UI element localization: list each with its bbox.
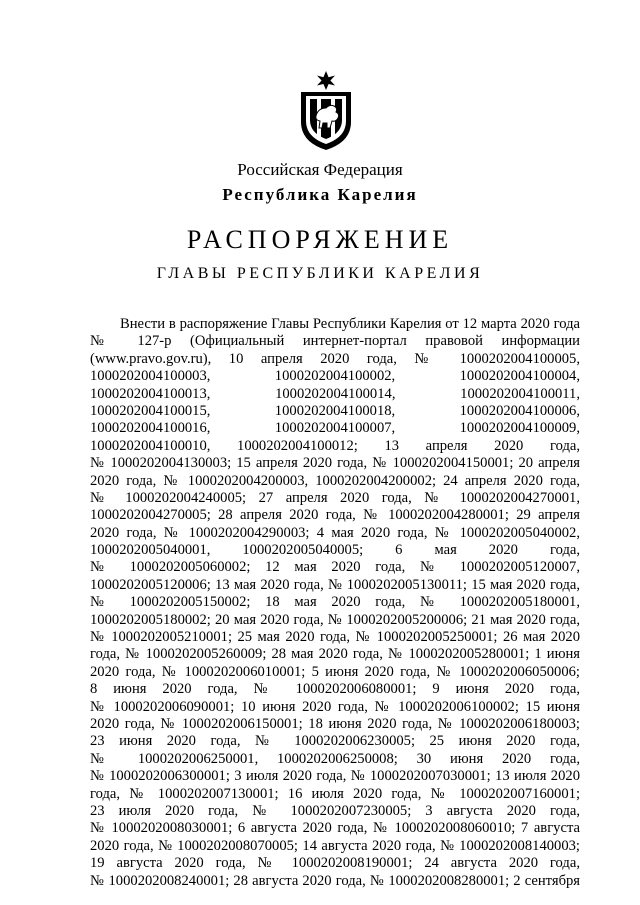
body-line: 1000202005040001, 1000202005040005; 6 мая 2020 года, — [90, 542, 580, 559]
body-line: № 127-р (Официальный интернет-портал правовой информации — [90, 333, 580, 350]
document-body — [90, 316, 580, 890]
document-type-title: РАСПОРЯЖЕНИЕ — [186, 225, 454, 254]
body-line: 1000202004100016, 1000202004100007, 1000202004100009, — [90, 420, 580, 437]
body-line: № 1000202004130003; 15 апреля 2020 года, № 1000202004150001; 20 апреля — [90, 455, 580, 472]
body-line: № 1000202005210001; 25 мая 2020 года, № 1000202005250001; 26 мая 2020 — [90, 629, 580, 646]
body-line: № 1000202008030001; 6 августа 2020 года, № 1000202008060010; 7 августа — [90, 820, 580, 837]
body-line: 2020 года, № 1000202006010001; 5 июня 2020 года, № 1000202006050006; — [90, 663, 580, 680]
body-line: 8 июня 2020 года, № 1000202006080001; 9 июня 2020 года, — [90, 681, 580, 698]
body-line: 2020 года, № 1000202008070005; 14 августа 2020 года, № 1000202008140003; — [90, 837, 580, 854]
body-line: 23 июля 2020 года, № 1000202007230005; 3 августа 2020 года, — [90, 802, 580, 819]
karelia-coat-of-arms-icon — [296, 70, 356, 152]
body-line: № 1000202006250001, 1000202006250008; 30 июня 2020 года, — [90, 750, 580, 767]
republic-name: Республика Карелия — [222, 185, 418, 204]
body-line: 1000202005120006; 13 мая 2020 года, № 1000202005130011; 15 мая 2020 года, — [90, 576, 580, 593]
body-line: года, № 1000202005260009; 28 мая 2020 года, № 1000202005280001; 1 июня — [90, 646, 580, 663]
body-line: 19 августа 2020 года, № 1000202008190001; 24 августа 2020 года, — [90, 855, 580, 872]
body-line: 2020 года, № 1000202004200003, 1000202004200002; 24 апреля 2020 года, — [90, 472, 580, 489]
body-line: 1000202005180002; 20 мая 2020 года, № 1000202005200006; 21 мая 2020 года, — [90, 611, 580, 628]
body-line: 1000202004100010, 1000202004100012; 13 апреля 2020 года, — [90, 437, 580, 454]
body-line: № 1000202008240001; 28 августа 2020 года, № 1000202008280001; 2 сентября — [90, 872, 580, 889]
body-line: № 1000202005060002; 12 мая 2020 года, № 1000202005120007, — [90, 559, 580, 576]
issuing-authority: ГЛАВЫ РЕСПУБЛИКИ КАРЕЛИЯ — [156, 265, 484, 282]
body-line: 1000202004100015, 1000202004100018, 1000202004100006, — [90, 402, 580, 419]
country-name: Российская Федерация — [237, 160, 403, 179]
body-line: года, № 1000202007130001; 16 июля 2020 года, № 1000202007160001; — [90, 785, 580, 802]
body-line: 1000202004270005; 28 апреля 2020 года, № 1000202004280001; 29 апреля — [90, 507, 580, 524]
body-line: № 1000202004240005; 27 апреля 2020 года, № 1000202004270001, — [90, 489, 580, 506]
body-line: (www.pravo.gov.ru), 10 апреля 2020 года, № 1000202004100005, — [90, 350, 580, 367]
body-line: 23 июня 2020 года, № 1000202006230005; 25 июня 2020 года, — [90, 733, 580, 750]
body-line: № 1000202006090001; 10 июня 2020 года, № 1000202006100002; 15 июня — [90, 698, 580, 715]
body-line: № 1000202006300001; 3 июля 2020 года, № 1000202007030001; 13 июля 2020 — [90, 768, 580, 785]
body-line: 1000202004100003, 1000202004100002, 1000202004100004, — [90, 368, 580, 385]
body-line: 1000202004100013, 1000202004100014, 1000202004100011, — [90, 385, 580, 402]
body-line: № 1000202005150002; 18 мая 2020 года, № 1000202005180001, — [90, 594, 580, 611]
body-line: Внести в распоряжение Главы Республики Карелия от 12 марта 2020 года — [120, 316, 580, 332]
body-line: 2020 года, № 1000202006150001; 18 июня 2020 года, № 1000202006180003; — [90, 715, 580, 732]
body-line: 2020 года, № 1000202004290003; 4 мая 2020 года, № 1000202005040002, — [90, 524, 580, 541]
